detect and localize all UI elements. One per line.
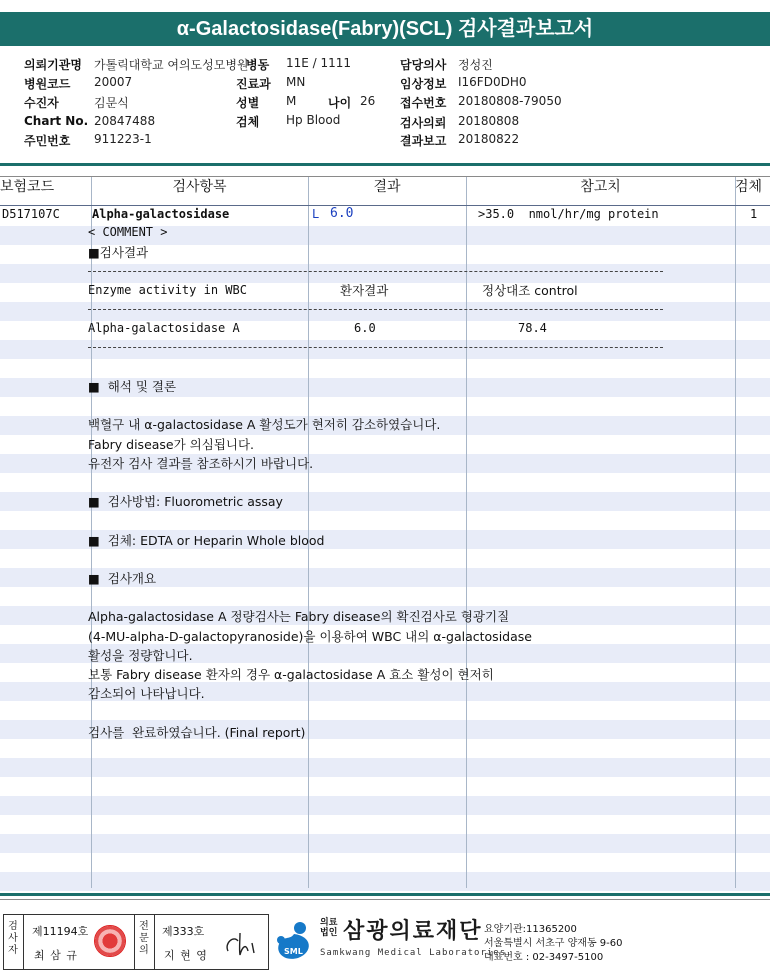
method-line: ■ 검사방법: Fluorometric assay bbox=[88, 494, 283, 509]
header-value: 20007 bbox=[94, 75, 133, 89]
section-heading: ■ 검사개요 bbox=[88, 571, 157, 586]
header-value: 20180822 bbox=[458, 132, 520, 146]
header-label: 검사의뢰 bbox=[400, 116, 447, 130]
header-value: 정성진 bbox=[458, 58, 493, 72]
specialist-license: 제333호 bbox=[162, 925, 205, 938]
result-flag: L bbox=[312, 207, 320, 221]
overview-line: 활성을 정량합니다. bbox=[88, 648, 193, 663]
header-value: 김문식 bbox=[94, 96, 129, 110]
interpretation-line: Fabry disease가 의심됩니다. bbox=[88, 437, 255, 452]
official-seal-icon bbox=[94, 925, 126, 957]
header-value: I16FD0DH0 bbox=[458, 75, 527, 89]
header-label: 주민번호 bbox=[24, 134, 71, 148]
table-stripe bbox=[0, 340, 770, 359]
brand-prefix: 의료 법인 bbox=[320, 918, 338, 938]
header-label: 진료과 bbox=[236, 77, 271, 91]
header-label: 병원코드 bbox=[24, 77, 71, 91]
header-value: MN bbox=[286, 75, 306, 89]
column-header-result: 결과 bbox=[373, 179, 401, 195]
column-divider bbox=[735, 176, 736, 888]
column-header-code: 보험코드 bbox=[0, 179, 55, 195]
report-title: α-Galactosidase(Fabry)(SCL) 검사결과보고서 bbox=[0, 12, 770, 46]
header-label: 성별 bbox=[236, 96, 260, 110]
header-value: Hp Blood bbox=[286, 113, 341, 127]
brand-name: 삼광의료재단 bbox=[343, 919, 483, 944]
column-header-item: 검사항목 bbox=[172, 179, 227, 195]
header-value: M bbox=[286, 94, 297, 108]
inner-table-header: 환자결과 bbox=[340, 283, 389, 298]
header-value: 20180808 bbox=[458, 114, 520, 128]
specimen-count: 1 bbox=[750, 207, 758, 221]
handwritten-signature-icon bbox=[222, 929, 262, 959]
overview-line: (4-MU-alpha-D-galactopyranoside)을 이용하여 WBC 내의 α-galactosidase bbox=[88, 629, 532, 644]
column-header-reference: 참고치 bbox=[580, 179, 621, 195]
tester-label: 검 사 자 bbox=[8, 921, 18, 956]
final-report-line: 검사를 완료하였습니다. (Final report) bbox=[88, 725, 306, 740]
specimen-line: ■ 검체: EDTA or Heparin Whole blood bbox=[88, 533, 325, 548]
header-value: 20180808-79050 bbox=[458, 94, 562, 108]
header-label: 접수번호 bbox=[400, 96, 447, 110]
overview-line: 보통 Fabry disease 환자의 경우 α-galactosidase A 효소 활성이 현저히 bbox=[88, 667, 494, 682]
sml-logo-text: SML bbox=[284, 947, 303, 956]
header-value: 20847488 bbox=[94, 114, 156, 128]
header-label: 담당의사 bbox=[400, 58, 447, 72]
dashed-divider bbox=[88, 347, 663, 348]
header-label: 결과보고 bbox=[400, 134, 447, 148]
header-label: 임상정보 bbox=[400, 77, 447, 91]
header-value: 911223-1 bbox=[94, 132, 152, 146]
table-stripe bbox=[0, 796, 770, 815]
column-header-specimen: 검체 bbox=[735, 179, 763, 195]
signature-separator bbox=[134, 915, 135, 969]
footer-divider bbox=[0, 893, 770, 896]
dashed-divider bbox=[88, 309, 663, 310]
header-label: 검체 bbox=[236, 115, 260, 129]
specialist-label: 전 문 의 bbox=[139, 921, 149, 956]
test-item: Alpha-galactosidase bbox=[92, 207, 230, 221]
header-label: 병동 bbox=[246, 58, 270, 72]
table-stripe bbox=[0, 872, 770, 891]
inner-table-cell: Alpha-galactosidase A bbox=[88, 321, 240, 335]
reference-range: >35.0 nmol/hr/mg protein bbox=[478, 207, 659, 221]
table-stripe bbox=[0, 834, 770, 853]
header-label: Chart No. bbox=[24, 114, 89, 128]
header-value: 가톨릭대학교 여의도성모병원 bbox=[94, 58, 249, 72]
inner-table-header: Enzyme activity in WBC bbox=[88, 283, 247, 297]
header-label: 수진자 bbox=[24, 96, 59, 110]
sml-logo-icon bbox=[272, 918, 316, 962]
interpretation-line: 백혈구 내 α-galactosidase A 활성도가 현저히 감소하였습니다. bbox=[88, 417, 441, 432]
inner-table-header: 정상대조 control bbox=[482, 283, 578, 298]
comment-heading: < COMMENT > bbox=[88, 225, 168, 239]
signature-separator bbox=[154, 915, 155, 969]
header-divider bbox=[0, 163, 770, 166]
section-heading: ■검사결과 bbox=[88, 245, 149, 260]
age-label: 나이 bbox=[328, 96, 352, 110]
dashed-divider bbox=[88, 271, 663, 272]
table-stripe bbox=[0, 758, 770, 777]
tester-name: 최 삼 규 bbox=[34, 949, 78, 962]
brand-english: Samkwang Medical Laboratories bbox=[320, 948, 507, 958]
header-value: 11E / 1111 bbox=[286, 56, 352, 70]
tester-license: 제11194호 bbox=[32, 925, 89, 938]
signature-box bbox=[3, 914, 269, 970]
age-value: 26 bbox=[360, 94, 376, 108]
specialist-name: 지 현 영 bbox=[164, 949, 208, 962]
overview-line: Alpha-galactosidase A 정량검사는 Fabry disease의 확진검사로 형광기질 bbox=[88, 609, 510, 624]
header-label: 의뢰기관명 bbox=[24, 58, 82, 72]
signature-separator bbox=[23, 915, 24, 969]
insurance-code: D517107C bbox=[2, 207, 60, 221]
inner-table-cell: 78.4 bbox=[518, 321, 547, 335]
column-divider bbox=[466, 176, 467, 888]
overview-line: 감소되어 나타납니다. bbox=[88, 686, 205, 701]
section-heading: ■ 해석 및 결론 bbox=[88, 379, 177, 394]
institution-phone: 대표번호 : 02-3497-5100 bbox=[484, 952, 604, 963]
institution-address: 서울특별시 서초구 양재동 9-60 bbox=[484, 938, 623, 949]
footer-divider-thin bbox=[0, 899, 770, 900]
result-value: 6.0 bbox=[330, 206, 354, 221]
inner-table-cell: 6.0 bbox=[354, 321, 376, 335]
institution-code: 요양기관:11365200 bbox=[484, 924, 577, 935]
interpretation-line: 유전자 검사 결과를 참조하시기 바랍니다. bbox=[88, 456, 314, 471]
